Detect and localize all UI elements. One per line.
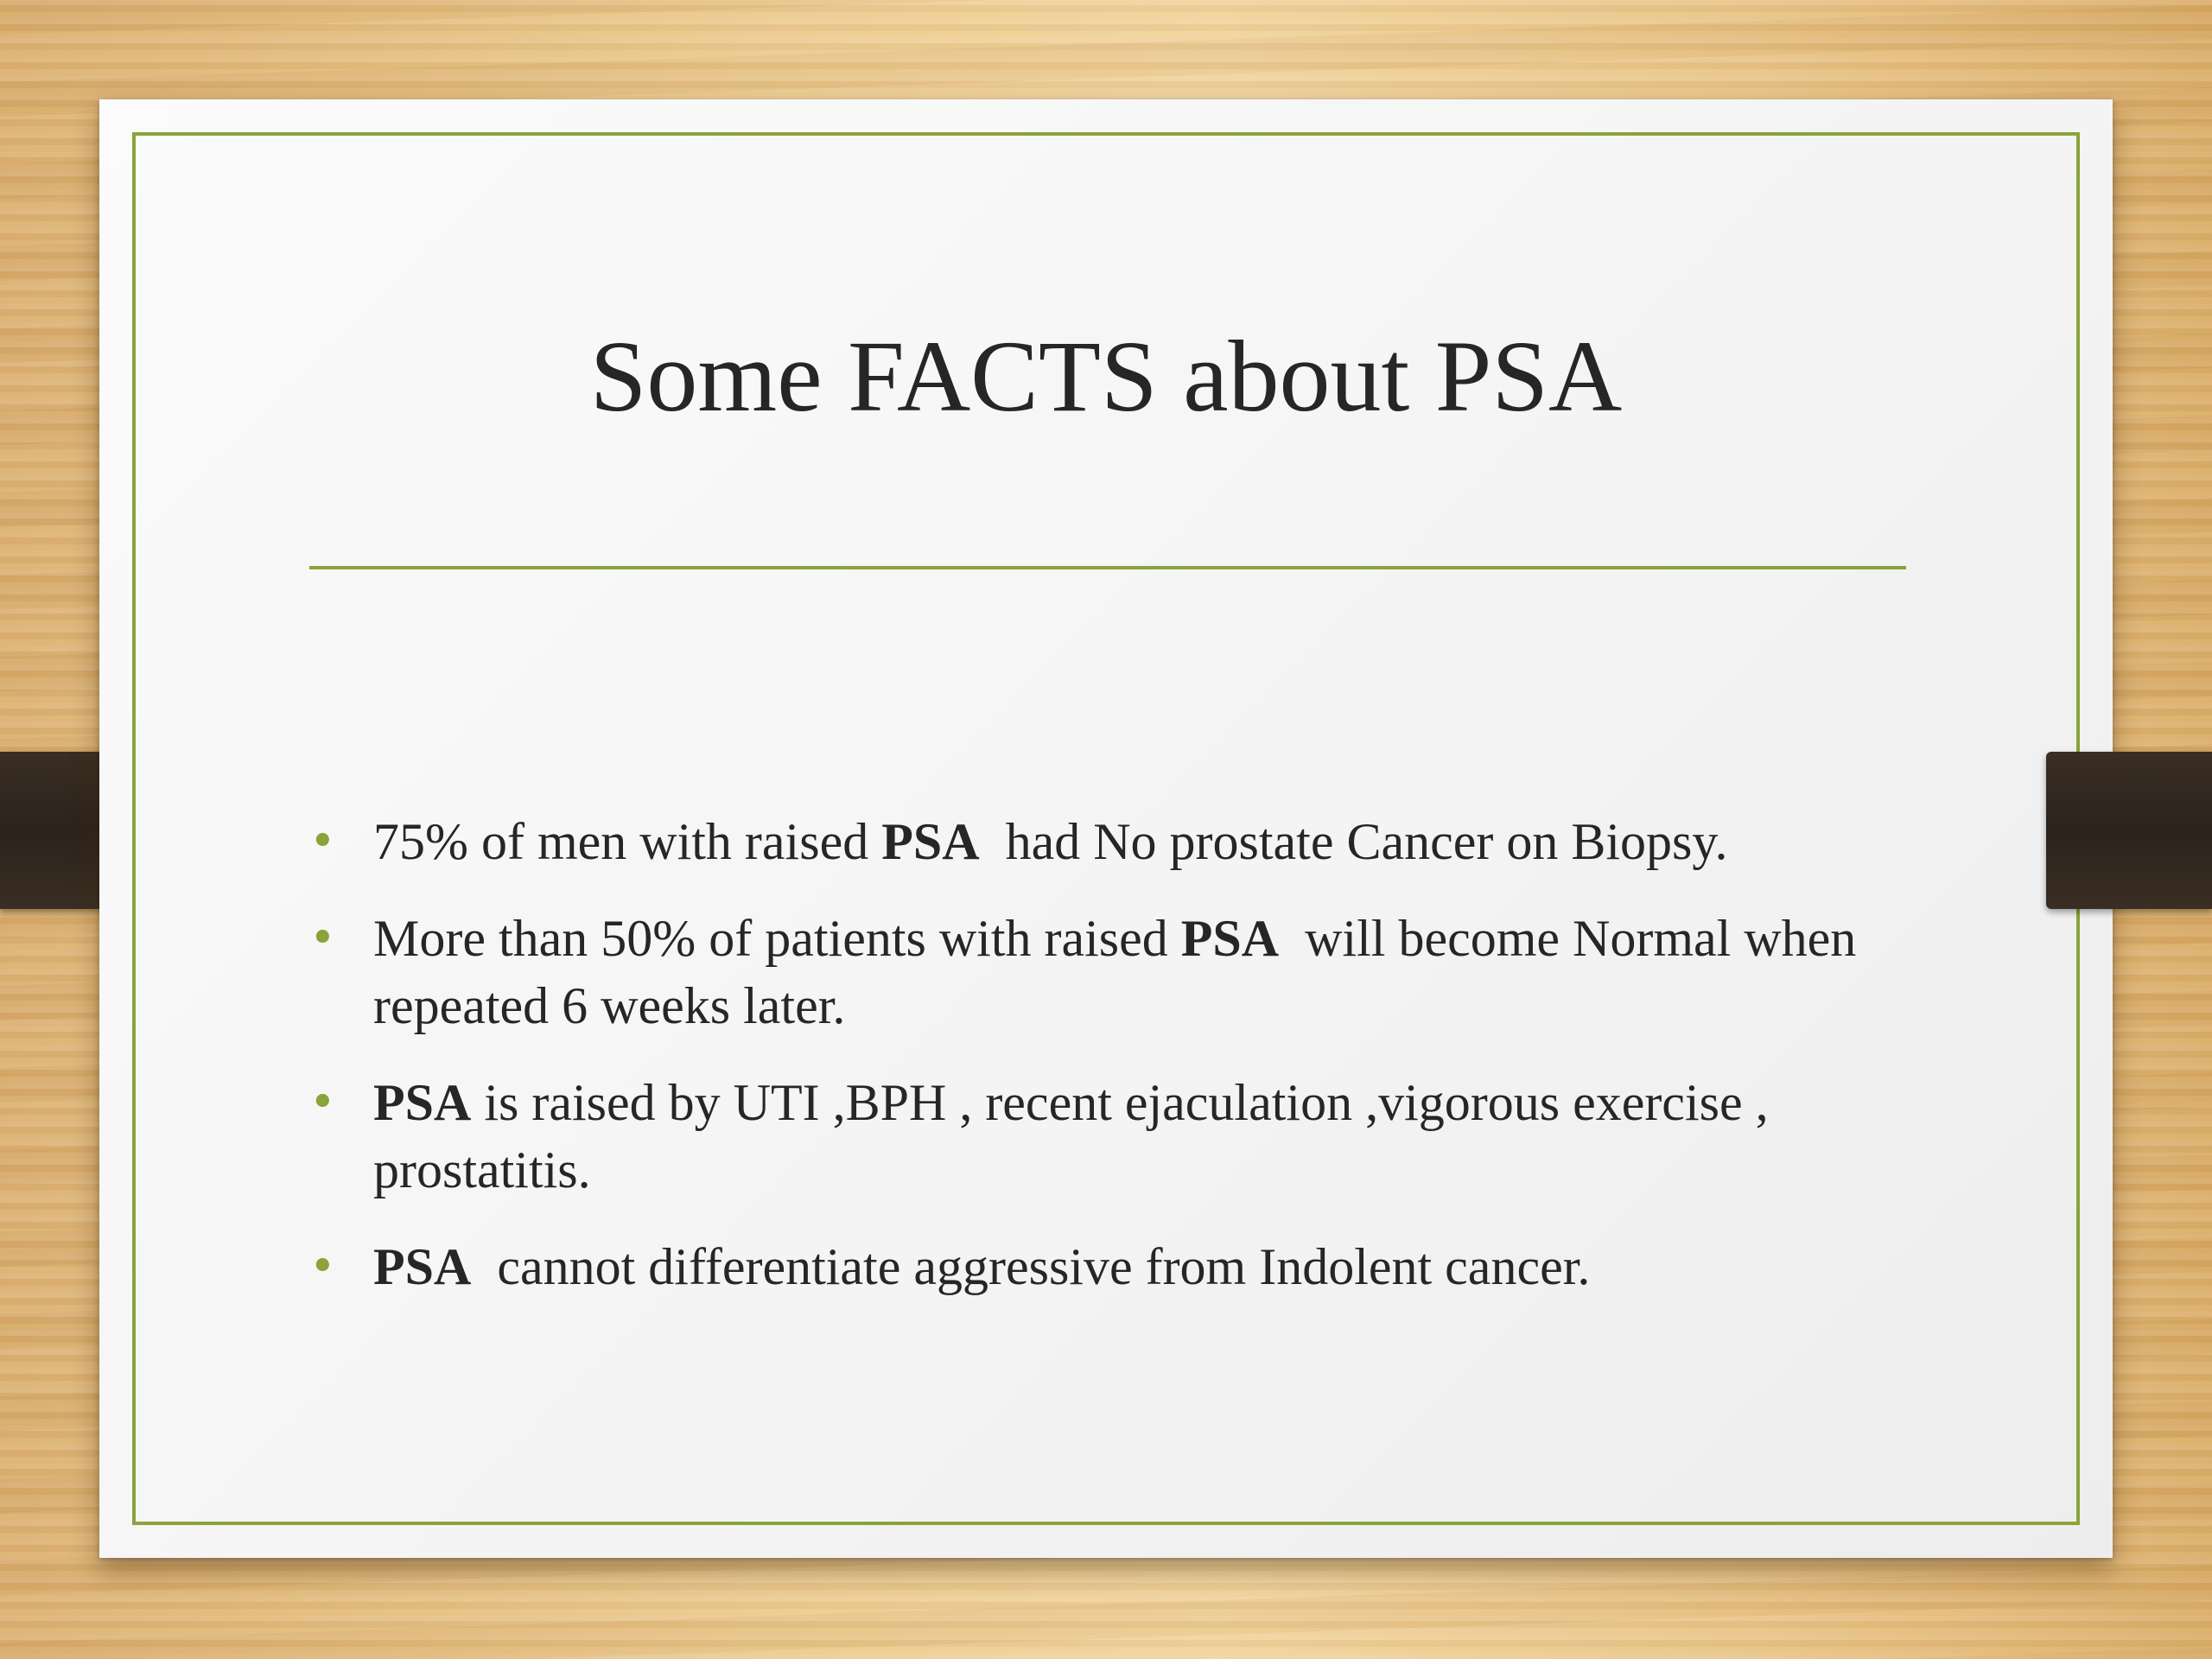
- bullet-text-lead: More than 50% of patients with raised: [373, 910, 1181, 967]
- bullet-dot-icon: •: [309, 1241, 336, 1293]
- bullet-text-bold: PSA: [1180, 910, 1280, 967]
- slide-title: Some FACTS about PSA: [589, 320, 1623, 433]
- bullet-item: [304, 808, 1911, 875]
- bullet-text-rest: is raised by UTI ,BPH , recent ejaculation ,vigorous exercise , prostatitis.: [373, 1074, 1782, 1198]
- bullet-text-rest: had No prostate Cancer on Biopsy.: [979, 813, 1728, 870]
- bullet-text-rest: will become Normal when repeated 6 weeks later.: [373, 910, 1870, 1034]
- bullet-item: [304, 905, 1911, 1039]
- bullet-text-lead: 75% of men with raised: [373, 813, 882, 870]
- bullet-text-bold: PSA: [881, 813, 980, 870]
- bullet-text-rest: cannot differentiate aggressive from Indolent cancer.: [471, 1238, 1591, 1295]
- bullet-text-bold: PSA: [373, 1238, 472, 1295]
- bullet-list: [304, 808, 1911, 1330]
- slide: [99, 99, 2113, 1558]
- bullet-dot-icon: •: [309, 816, 336, 868]
- bullet-dot-icon: •: [309, 912, 336, 964]
- title-divider: [309, 566, 1906, 569]
- bullet-item: [304, 1233, 1911, 1300]
- bullet-dot-icon: •: [309, 1077, 336, 1128]
- bullet-item: [304, 1069, 1911, 1204]
- bullet-text-bold: PSA: [373, 1074, 472, 1131]
- binder-clip-right: [2046, 752, 2212, 909]
